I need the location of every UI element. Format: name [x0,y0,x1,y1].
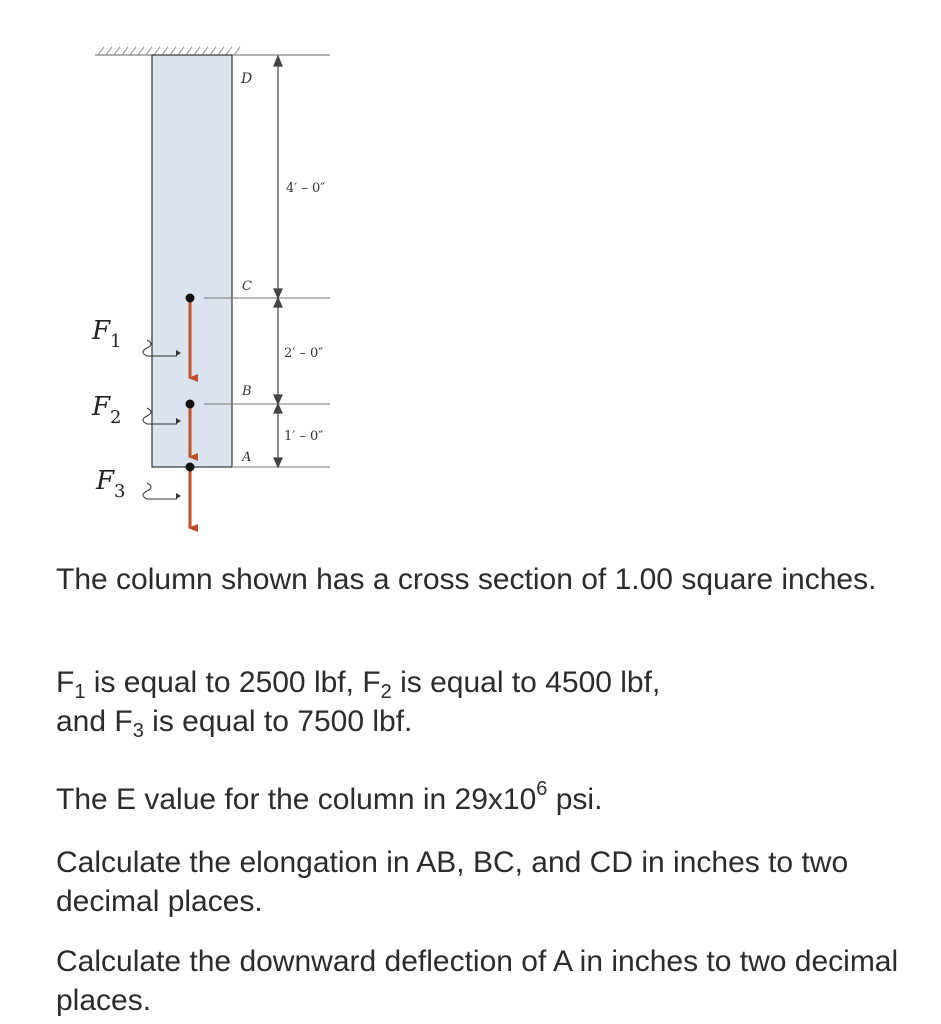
point-label-d: D [241,71,253,87]
force-label-f2: $F_2$ [92,392,122,428]
f2-symbol: F [362,666,381,699]
modulus-text: The E value for the column in 29x10 [56,783,537,816]
f3-text: is equal to 7500 lbf. [143,705,413,738]
dimension-line [274,56,282,467]
f3-prefix: and F [56,705,133,738]
f2-text: is equal to 4500 lbf, [391,666,661,699]
force-label-f3: $F_3$ [96,466,126,502]
f1-symbol: F [56,666,75,699]
problem-text-cross-section: The column shown has a cross section of 1.00 square inches. [56,563,877,596]
ceiling-hatch [95,47,245,55]
point-label-b: B [242,384,252,399]
dimension-label-ab: 1′ – 0″ [284,429,324,444]
point-label-c: C [242,279,252,294]
f1-subscript: 1 [74,681,86,703]
f1-text: is equal to 2500 lbf, [85,666,363,699]
problem-text-modulus [56,780,916,819]
point-label-a: A [242,450,252,465]
dimension-label-cd: 4′ – 0″ [286,181,326,196]
modulus-unit: psi. [547,783,603,816]
modulus-exponent: 6 [536,778,548,800]
dimension-label-bc: 2′ – 0″ [284,346,324,361]
problem-text-elongation: Calculate the elongation in AB, BC, and CD in inches to two decimal places. [56,846,849,918]
force-arrow-f3 [186,463,195,529]
problem-text-deflection: Calculate the downward deflection of A in inches to two decimal places. [56,945,899,1017]
force-label-f1: $F_1$ [92,316,122,352]
problem-text-forces [56,663,916,741]
f3-subscript: 3 [132,720,144,742]
f2-subscript: 2 [380,681,392,703]
